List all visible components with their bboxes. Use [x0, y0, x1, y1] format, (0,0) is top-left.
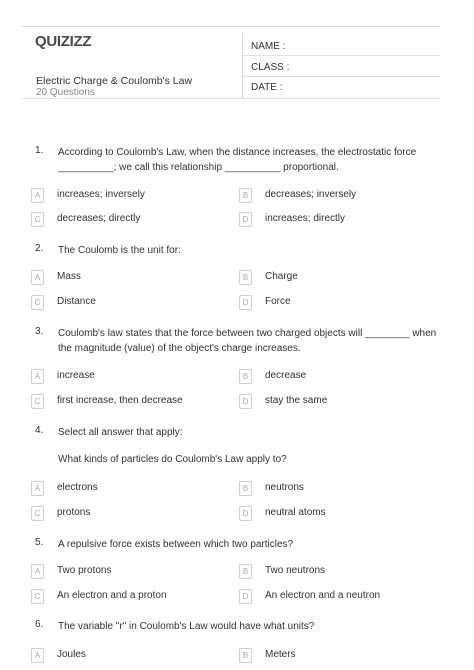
question-line: Select all answer that apply:: [58, 427, 183, 438]
option-text: electrons: [57, 482, 98, 493]
option-text: neutrons: [265, 482, 304, 493]
option-text: Distance: [57, 296, 96, 307]
header-vertical-divider: [242, 33, 243, 99]
option-letter: A: [31, 270, 44, 285]
option-letter: A: [31, 369, 44, 384]
option-text: stay the same: [265, 395, 328, 406]
question-line: The Coulomb is the unit for:: [58, 245, 181, 256]
option-letter: D: [239, 394, 252, 409]
question-line: the magnitude (value) of the object's charge increases.: [58, 343, 301, 354]
option-text: decreases; inversely: [265, 189, 357, 200]
worksheet-title: Electric Charge & Coulomb's Law: [36, 75, 193, 87]
option-text: increase: [57, 370, 95, 381]
question-line: __________; we call this relationship __________ proportional.: [58, 162, 339, 173]
option-text: decreases; directly: [57, 213, 141, 224]
option-letter: D: [239, 589, 252, 604]
header-divider: [22, 98, 440, 99]
option-letter: B: [239, 648, 252, 663]
question-number: 3.: [35, 326, 44, 337]
question-number: 4.: [35, 425, 44, 436]
class-label: CLASS :: [251, 62, 290, 73]
option-letter: C: [31, 212, 44, 227]
question-line: The variable "r" in Coulomb's Law would have what units?: [58, 621, 315, 632]
option-letter: C: [31, 506, 44, 521]
option-letter: A: [31, 564, 44, 579]
option-text: An electron and a neutron: [265, 590, 381, 601]
worksheet-header: [0, 0, 474, 112]
option-text: Two protons: [57, 565, 112, 576]
option-text: An electron and a proton: [57, 590, 167, 601]
option-letter: C: [31, 295, 44, 310]
option-text: Charge: [265, 271, 298, 282]
question-text: [58, 619, 444, 634]
option-text: first increase, then decrease: [57, 395, 183, 406]
date-field: [251, 82, 282, 93]
option-letter: B: [239, 270, 252, 285]
question-line: What kinds of particles do Coulomb's Law apply to?: [58, 454, 287, 465]
option-text: Two neutrons: [265, 565, 326, 576]
option-text: protons: [57, 507, 91, 518]
class-field: [251, 62, 289, 73]
option-text: Joules: [57, 649, 86, 660]
option-text: increases; directly: [265, 213, 346, 224]
option-text: neutral atoms: [265, 507, 326, 518]
name-label: NAME :: [251, 41, 286, 52]
option-text: decrease: [265, 370, 307, 381]
option-letter: B: [239, 369, 252, 384]
option-letter: D: [239, 506, 252, 521]
option-text: increases; inversely: [57, 189, 145, 200]
option-letter: C: [31, 394, 44, 409]
header-divider: [243, 76, 440, 77]
option-text: Meters: [265, 649, 296, 660]
question-spacer: [58, 440, 444, 452]
question-number: 2.: [35, 243, 44, 254]
question-text: [58, 425, 444, 467]
question-line: Coulomb's law states that the force between two charged objects will ________ when: [58, 328, 437, 339]
quizizz-logo: QUIZIZZ: [35, 33, 92, 50]
option-letter: A: [31, 188, 44, 203]
question-text: [58, 145, 444, 175]
question-line: According to Coulomb's Law, when the distance increases, the electrostatic force: [58, 147, 417, 158]
question-number: 5.: [35, 537, 44, 548]
option-letter: A: [31, 648, 44, 663]
question-text: [58, 537, 444, 552]
date-label: DATE :: [251, 82, 283, 93]
name-field: [251, 41, 285, 52]
option-letter: D: [239, 212, 252, 227]
option-letter: C: [31, 589, 44, 604]
option-text: Force: [265, 296, 291, 307]
option-letter: A: [31, 481, 44, 496]
option-text: Mass: [57, 271, 81, 282]
option-letter: D: [239, 295, 252, 310]
question-text: [58, 326, 444, 356]
question-line: A repulsive force exists between which two particles?: [58, 539, 294, 550]
question-number: 6.: [35, 619, 44, 630]
header-divider: [22, 26, 440, 27]
option-letter: B: [239, 188, 252, 203]
question-text: [58, 243, 444, 258]
question-count: 20 Questions: [36, 87, 95, 98]
question-number: 1.: [35, 145, 44, 156]
option-letter: B: [239, 564, 252, 579]
header-divider: [243, 55, 440, 56]
option-letter: B: [239, 481, 252, 496]
